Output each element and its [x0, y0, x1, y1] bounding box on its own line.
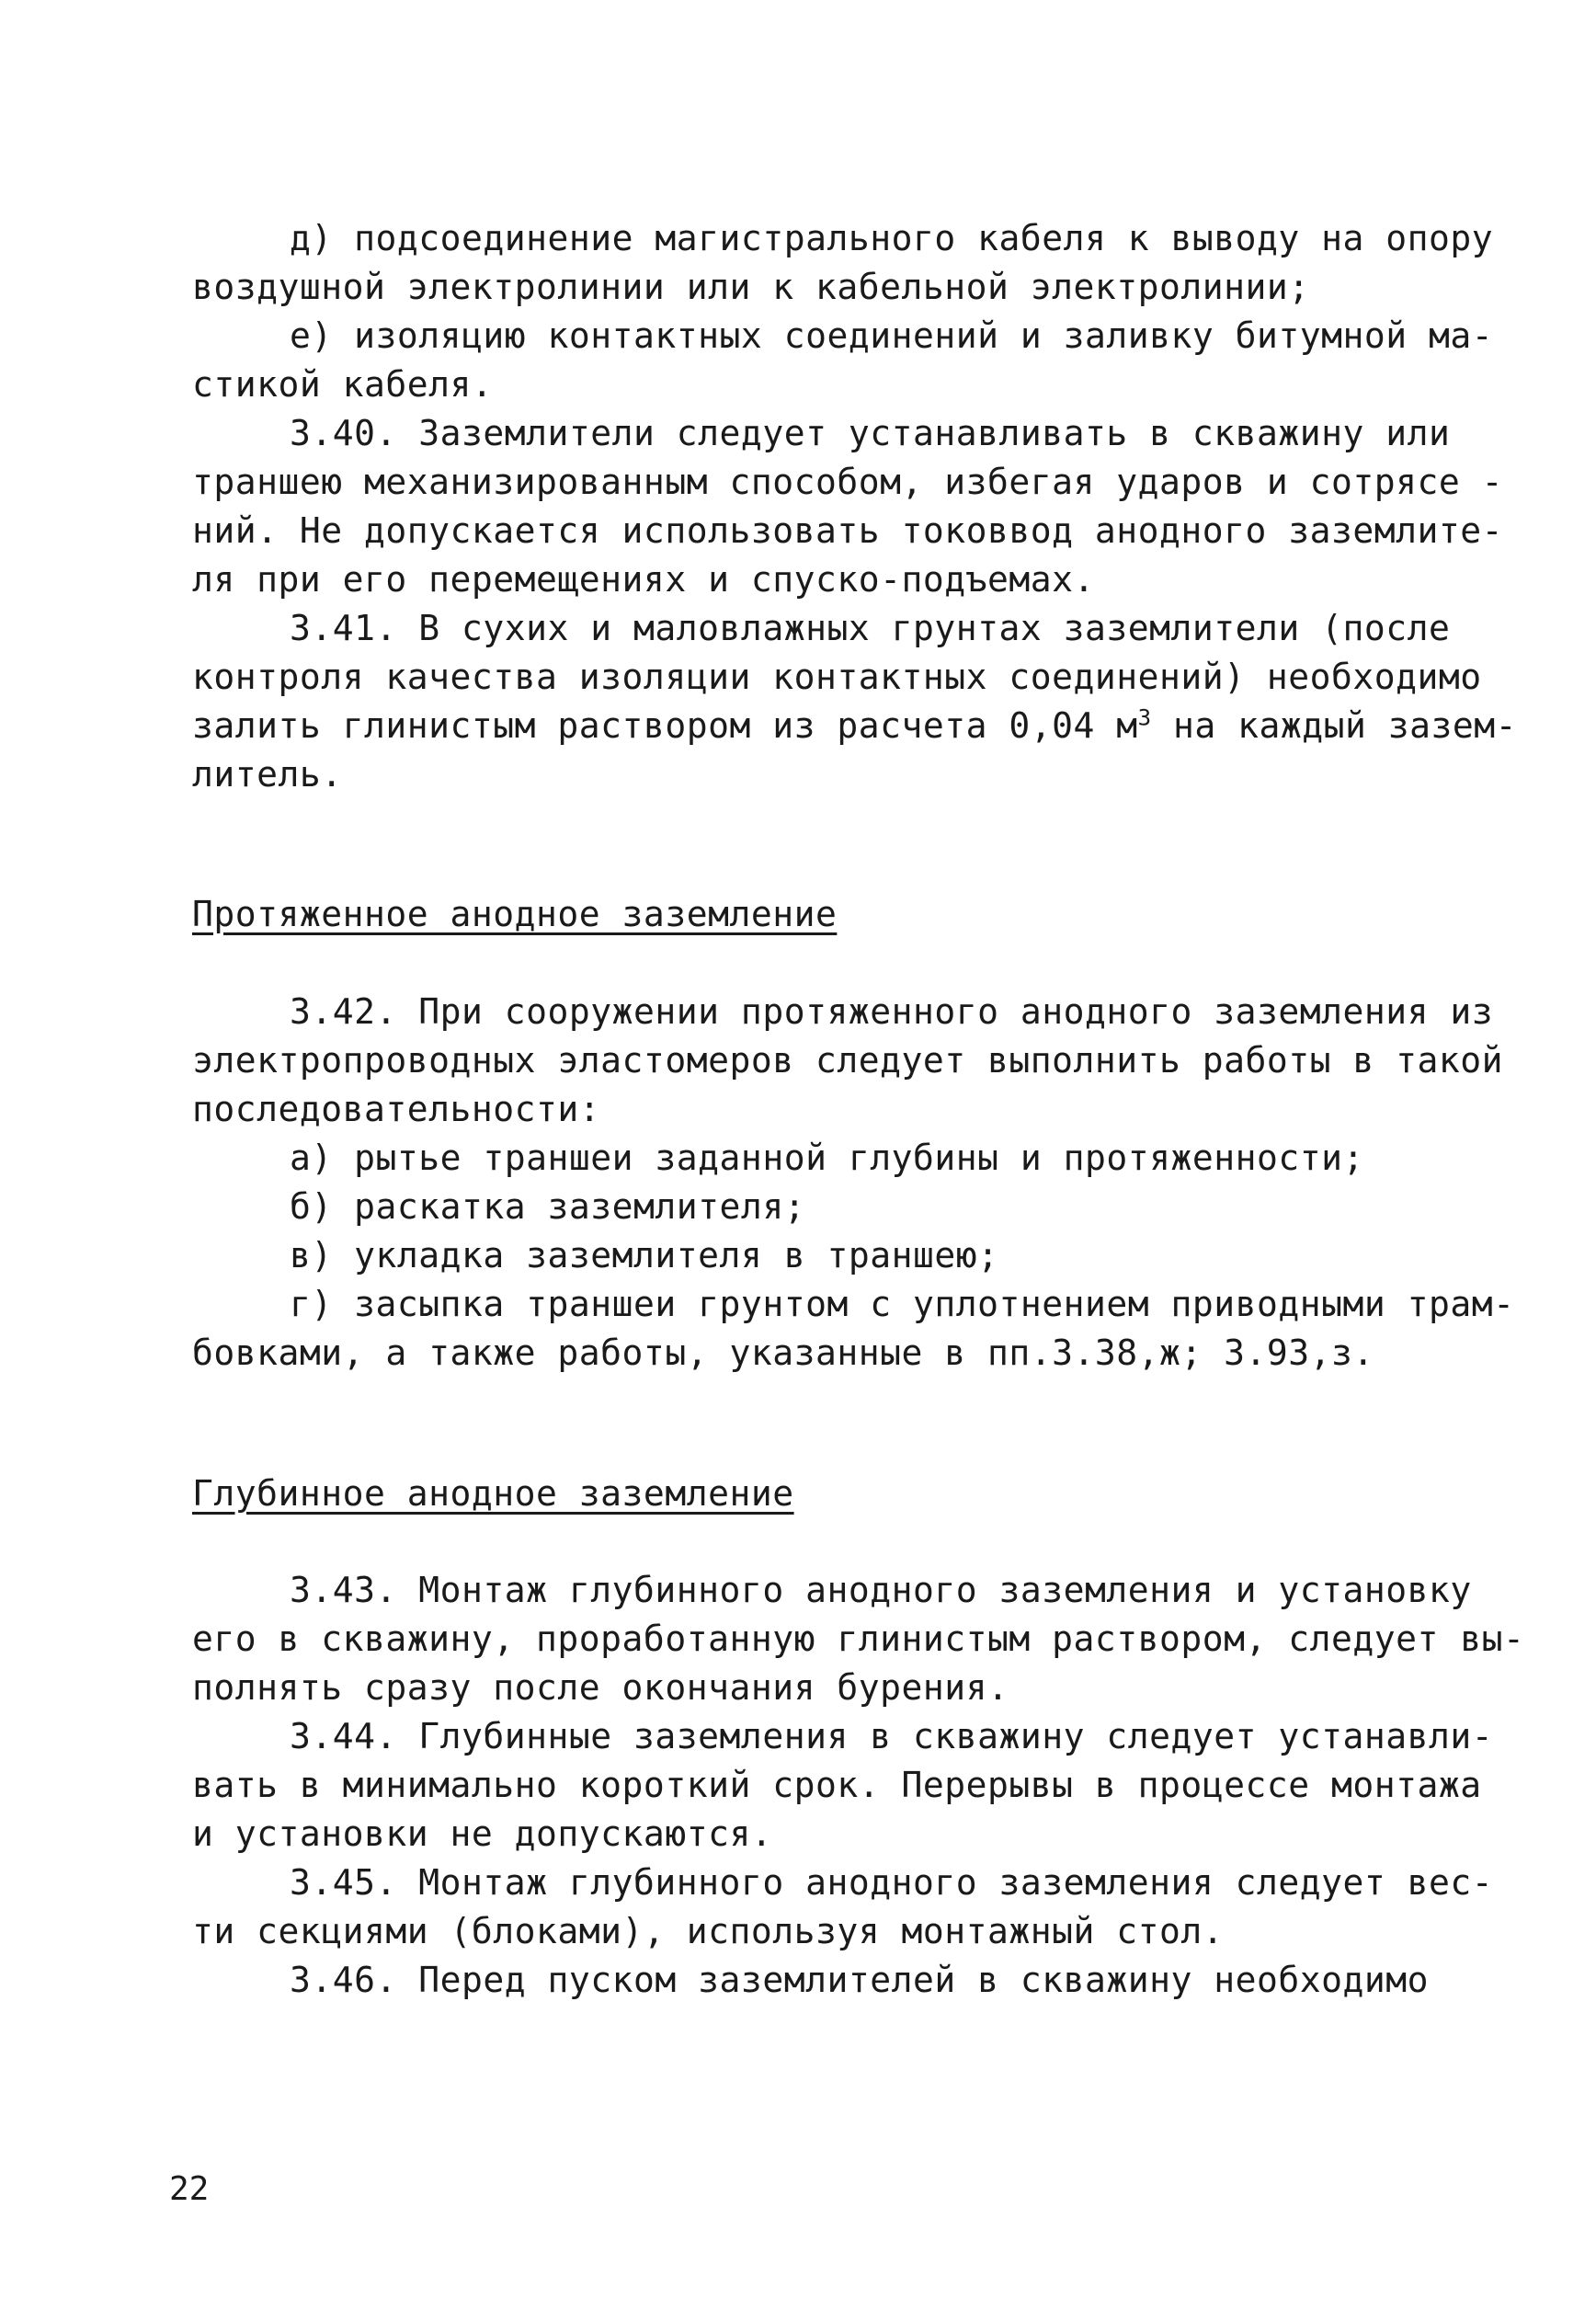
text-block-bottom: [192, 1566, 1525, 2005]
page-number: 22: [169, 2170, 210, 2208]
text-line: 3.44. Глубинные заземления в скважину следует устанавли-: [290, 1716, 1494, 1756]
text-fragment: залить глинистым раствором из расчета 0,04 м: [192, 705, 1138, 746]
text-line: его в скважину, проработанную глинистым раствором, следует вы-: [192, 1618, 1525, 1659]
list-item: а) рытье траншеи заданной глубины и протяженности;: [290, 1138, 1364, 1178]
list-item: б) раскатка заземлителя;: [290, 1186, 806, 1227]
text-line: и установки не допускаются.: [192, 1813, 773, 1854]
text-line: бовками, а также работы, указанные в пп.3.38,ж; 3.93,з.: [192, 1333, 1374, 1373]
text-line: последовательности:: [192, 1089, 601, 1129]
text-line: траншею механизированным способом, избегая ударов и сотрясе -: [192, 462, 1504, 502]
text-line: литель.: [192, 754, 343, 795]
text-line-with-superscript: [192, 702, 1518, 750]
text-line: 3.41. В сухих и маловлажных грунтах заземлители (после: [290, 608, 1451, 648]
text-line: электропроводных эластомеров следует выполнить работы в такой: [192, 1040, 1504, 1081]
section-heading-deep-anode: Глубинное анодное заземление: [192, 1473, 794, 1514]
text-line: 3.46. Перед пуском заземлителей в скважину необходимо: [290, 1960, 1430, 2000]
text-line: полнять сразу после окончания бурения.: [192, 1667, 1009, 1708]
text-line: 3.42. При сооружении протяженного анодного заземления из: [290, 991, 1494, 1032]
text-line: вать в минимально короткий срок. Перерывы в процессе монтажа: [192, 1765, 1482, 1805]
text-line: д) подсоединение магистрального кабеля к выводу на опору: [290, 218, 1494, 258]
list-item: г) засыпка траншеи грунтом с уплотнением приводными трам-: [290, 1284, 1515, 1324]
text-fragment: на каждый зазем-: [1151, 705, 1518, 746]
text-line: ля при его перемещениях и спуско-подъемах.: [192, 559, 1095, 600]
text-line: контроля качества изоляции контактных соединений) необходимо: [192, 657, 1482, 697]
text-block-middle: [192, 988, 1515, 1378]
text-line: стикой кабеля.: [192, 364, 494, 405]
text-line: 3.43. Монтаж глубинного анодного заземления и установку: [290, 1570, 1472, 1610]
superscript: 3: [1137, 704, 1152, 731]
section-heading-extended-anode: Протяженное анодное заземление: [192, 894, 838, 934]
text-line: ний. Не допускается использовать токоввод анодного заземлите-: [192, 510, 1504, 551]
text-line: 3.40. Заземлители следует устанавливать в скважину или: [290, 413, 1451, 453]
text-line: воздушной электролинии или к кабельной электролинии;: [192, 267, 1310, 307]
list-item: в) укладка заземлителя в траншею;: [290, 1235, 999, 1275]
text-line: ти секциями (блоками), используя монтажный стол.: [192, 1911, 1225, 1951]
text-line: 3.45. Монтаж глубинного анодного заземления следует вес-: [290, 1862, 1494, 1903]
text-block-top: [192, 214, 1518, 799]
text-line: е) изоляцию контактных соединений и заливку битумной ма-: [290, 315, 1494, 356]
